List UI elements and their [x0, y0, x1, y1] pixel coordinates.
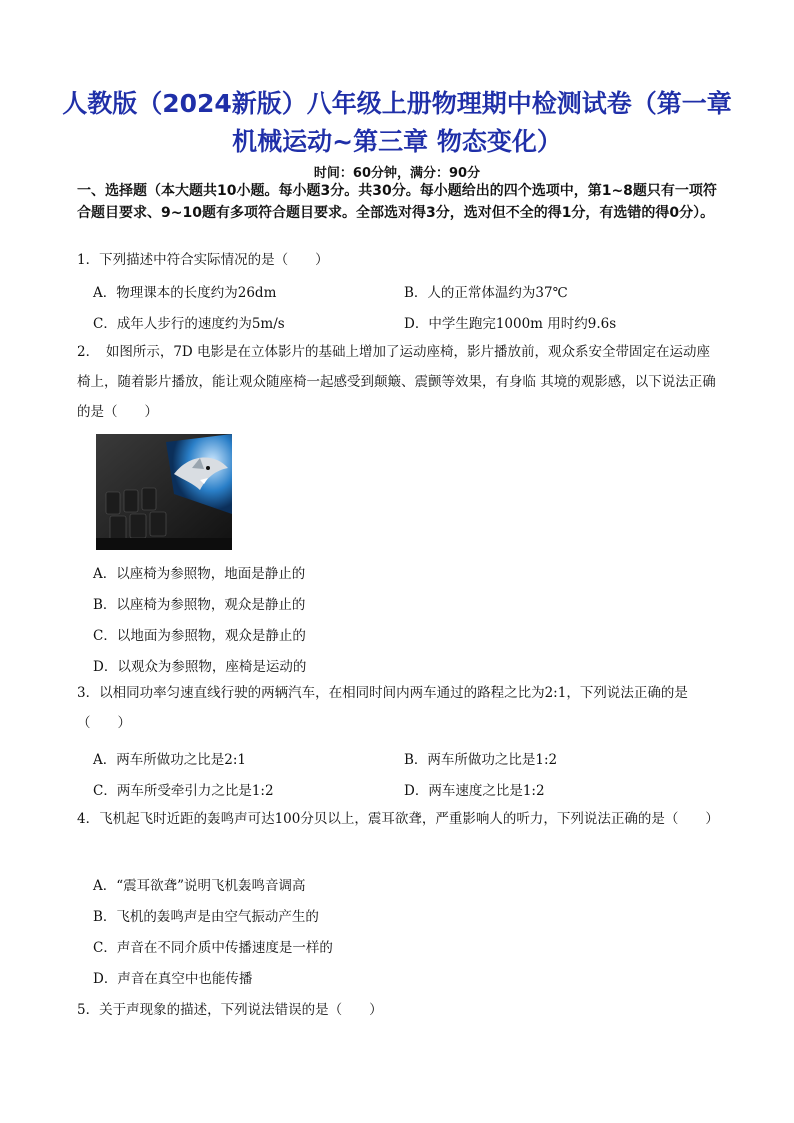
question-3-stem: 3．以相同功率匀速直线行驶的两辆汽车，在相同时间内两车通过的路程之比为2:1，下列说法正确的是（ ） [77, 685, 688, 731]
question-2-option-b: B．以座椅为参照物，观众是静止的 [93, 597, 306, 613]
question-1-option-b: B．人的正常体温约为37℃ [404, 285, 568, 301]
exam-meta: 时间：60分钟，满分：90分 [313, 166, 481, 181]
question-2-option-c: C．以地面为参照物，观众是静止的 [93, 628, 306, 644]
question-4-option-c: C．声音在不同介质中传播速度是一样的 [93, 940, 333, 956]
question-3-option-d: D．两车速度之比是1:2 [404, 783, 545, 799]
document-title-line-2: 机械运动~第三章 物态变化） [232, 127, 562, 156]
question-2-stem: 2． 如图所示，7D 电影是在立体影片的基础上增加了运动座椅，影片播放前，观众系安全带固定在运动座椅上，随着影片播放，能让观众随座椅一起感受到颠簸、震颤等效果，有身临 其境的观影感，以下说法正确的是（ ） [77, 344, 716, 420]
question-3-option-c: C．两车所受牵引力之比是1:2 [93, 783, 274, 799]
question-1-option-d: D．中学生跑完1000m 用时约9.6s [404, 316, 617, 332]
question-4-option-b: B．飞机的轰鸣声是由空气振动产生的 [93, 909, 319, 925]
cinema-figure [96, 434, 232, 550]
question-3-option-a: A．两车所做功之比是2:1 [93, 752, 246, 768]
question-2-option-a: A．以座椅为参照物，地面是静止的 [93, 566, 306, 582]
question-4-option-a: A．“震耳欲聋”说明飞机轰鸣音调高 [93, 878, 306, 894]
question-1-option-c: C．成年人步行的速度约为5m/s [93, 316, 285, 332]
question-5-stem: 5．关于声现象的描述，下列说法错误的是（ ） [77, 1002, 383, 1018]
question-1-stem: 1．下列描述中符合实际情况的是（ ） [77, 252, 329, 268]
question-4-stem: 4．飞机起飞时近距的轰鸣声可达100分贝以上，震耳欲聋，严重影响人的听力，下列说法正确的是（ ） [77, 811, 719, 827]
section-heading: 一、选择题（本大题共10小题。每小题3分。共30分。每小题给出的四个选项中，第1~8题只有一项符合题目要求、9~10题有多项符合题目要求。全部选对得3分，选对但不全的得1分，有选错的得0分）。 [77, 183, 717, 221]
document-title-line-1: 人教版（2024新版）八年级上册物理期中检测试卷（第一章 [62, 89, 732, 118]
question-4-option-d: D．声音在真空中也能传播 [93, 971, 253, 987]
question-3-option-b: B．两车所做功之比是1:2 [404, 752, 558, 768]
question-2-option-d: D．以观众为参照物，座椅是运动的 [93, 659, 307, 675]
cinema-shark-photo [96, 434, 232, 550]
question-1-option-a: A．物理课本的长度约为26dm [93, 285, 277, 301]
